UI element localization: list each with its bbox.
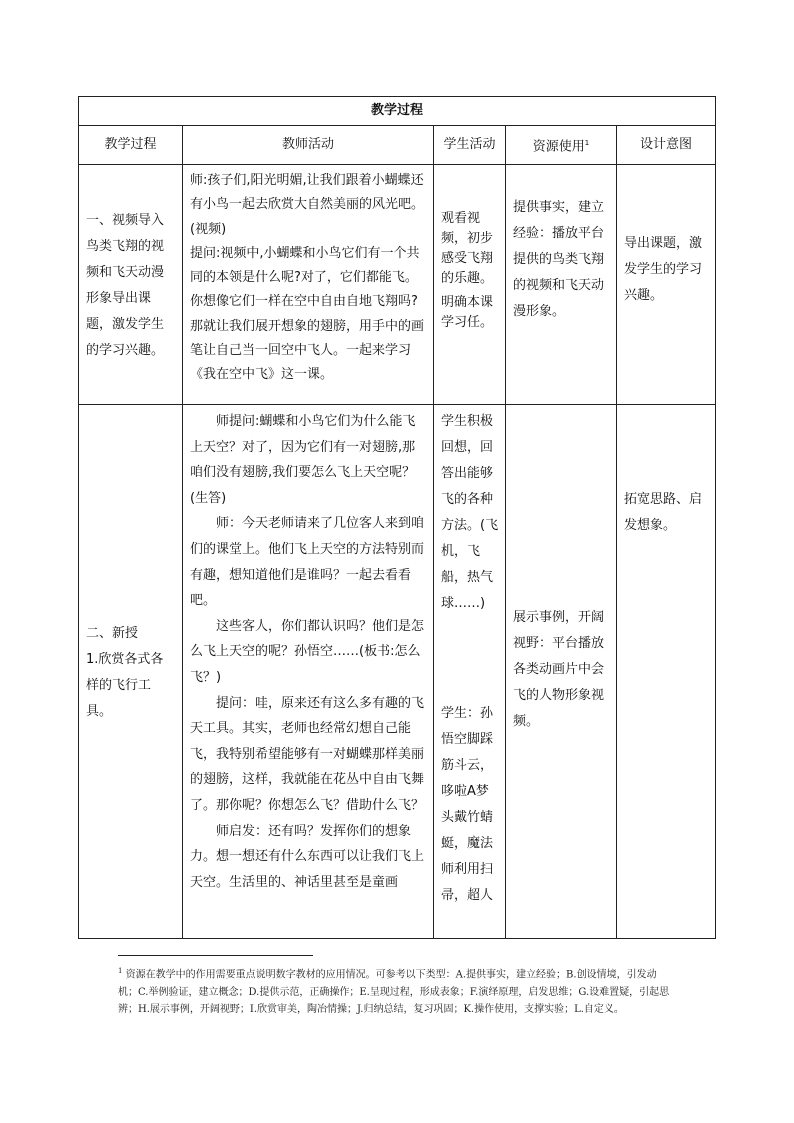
row2-design-intent: 拓宽思路、启发想象。 (617, 405, 716, 939)
header-process: 教学过程 (79, 126, 183, 165)
header-teacher-activity: 教师活动 (183, 126, 434, 165)
row2-student-activity (434, 405, 506, 939)
row2-process-heading: 二、新授 (86, 625, 139, 641)
row1-teacher-text: 师:孩子们,阳光明媚,让我们跟着小蝴蝶还有小鸟一起去欣赏大自然美丽的风光吧。(视频) 提问:视频中,小蝴蝶和小鸟它们有一个共同的本领是什么呢?对了，它们都能飞。你想像它们一样在空中自由自地飞翔吗?那就让我们展开想象的翅膀，用手中的画笔让自己当一回空中飞人。一起来学习《我在空中飞》这一课。 (190, 173, 425, 383)
row1-teacher-activity (183, 165, 434, 405)
table-header-row (79, 126, 716, 165)
row2-student-text-a: 学生积极回想，回答出能够飞的各种方法。(飞机，飞船，热气球……) (441, 414, 499, 611)
row2-teacher-para-2: 师：今天老师请来了几位客人来到咱们的课堂上。他们飞上天空的方法特别而有趣，想知道他们是谁吗？一起去看看吧。 (190, 516, 425, 609)
row2-teacher-para-4: 提问：哇，原来还有这么多有趣的飞天工具。其实，老师也经常幻想自己能飞，我特别希望能够有一对蝴蝶那样美丽的翅膀，这样，我就能在花丛中自由飞舞了。那你呢？你想怎么飞？借助什么飞？ (190, 695, 425, 813)
footnote-reference: 1 (584, 138, 590, 147)
row1-student-text-b: 明确本课学习任。 (441, 295, 494, 330)
header-student-activity: 学生活动 (434, 126, 506, 165)
row1-student-text-a: 观看视频，初步感受飞翔的乐趣。 (441, 211, 494, 286)
row2-teacher-para-5: 师启发：还有吗？发挥你们的想象力。想一想还有什么东西可以让我们飞上天空。生活里的、神话里甚至是童画 (190, 823, 425, 890)
header-resource-use (506, 126, 617, 165)
row2-teacher-activity (183, 405, 434, 939)
row2-process (79, 405, 183, 939)
row2-student-text-b: 学生：孙悟空脚踩筋斗云，哆啦A梦头戴竹蜻蜓，魔法师利用扫帚，超人 (441, 706, 494, 903)
footnote-separator (118, 955, 313, 956)
row1-student-activity (434, 165, 506, 405)
lesson-process-table (78, 96, 716, 939)
footnote-text: 资源在教学中的作用需要重点说明数字教材的应用情况。可参考以下类型：A.提供事实，建立经验；B.创设情境，引发动机；C.举例验证，建立概念；D.提供示范，正确操作；E.呈现过程，形成表象；F.演绎原理，启发思维；G.设难置疑，引起思辨；H.展示事例，开阔视野；I.欣赏审美，陶冶情操；J.归纳总结，复习巩固；K.操作使用，支撑实验；L.自定义。 (118, 969, 670, 1016)
row1-process: 一、视频导入鸟类飞翔的视频和飞天动漫形象导出课题，激发学生的学习兴趣。 (79, 165, 183, 405)
row2-teacher-para-3: 这些客人，你们都认识吗？他们是怎么飞上天空的呢？孙悟空……(板书:怎么飞？) (190, 618, 425, 685)
row1-design-intent: 导出课题，激发学生的学习兴趣。 (617, 165, 716, 405)
footnote-mark: 1 (118, 967, 123, 975)
row2-resource-use: 展示事例，开阔视野：平台播放各类动画片中会飞的人物形象视频。 (506, 405, 617, 939)
row1-resource-use: 提供事实，建立经验：播放平台提供的鸟类飞翔的视频和飞天动漫形象。 (506, 165, 617, 405)
header-design-intent: 设计意图 (617, 126, 716, 165)
table-row (79, 165, 716, 405)
row2-teacher-para-1: 师提问:蝴蝶和小鸟它们为什么能飞上天空？对了，因为它们有一对翅膀,那咱们没有翅膀,我们要怎么飞上天空呢？(生答) (190, 414, 416, 506)
footnote (118, 963, 674, 1019)
table-title: 教学过程 (79, 97, 716, 126)
table-row (79, 405, 716, 939)
table-title-row (79, 97, 716, 126)
header-resource-label: 资源使用 (532, 138, 585, 154)
row2-process-step: 1.欣赏各式各样的飞行工具。 (86, 651, 164, 719)
